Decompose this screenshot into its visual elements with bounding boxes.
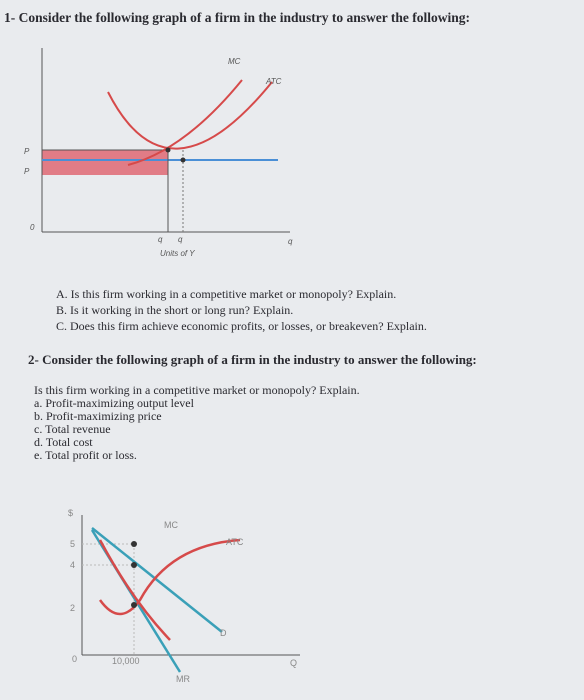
q2-tick-label: q	[178, 235, 183, 244]
tick-5-label: 5	[70, 539, 76, 549]
question-1-title: 1- Consider the following graph of a firm in the industry to answer the following:	[4, 10, 471, 25]
question-2-intro: Is this firm working in a competitive market or monopoly? Explain.	[34, 383, 360, 397]
demand-point-2	[131, 541, 137, 547]
p1-label: P	[24, 167, 30, 176]
question-2-title: 2- Consider the following graph of a firm in the industry to answer the following:	[28, 352, 477, 367]
demand-line-2	[92, 528, 222, 632]
atc-point-2	[131, 562, 137, 568]
d-label: D	[220, 628, 227, 638]
tick-2-label: 2	[70, 603, 76, 613]
mc-label: MC	[228, 57, 241, 66]
question-1a: A. Is this firm working in a competitive market or monopoly? Explain.	[56, 287, 397, 301]
origin-label: 0	[30, 223, 35, 232]
mc-mr-point	[131, 602, 137, 608]
origin-2-label: 0	[72, 654, 78, 664]
atc-2-label: ATC	[226, 537, 244, 547]
q1-tick-label: q	[158, 235, 163, 244]
question-2d: d. Total cost	[34, 435, 93, 449]
dollar-label: $	[68, 508, 74, 518]
mr-label: MR	[176, 674, 190, 684]
q-axis-label: Q	[290, 658, 298, 668]
question-2a: a. Profit-maximizing output level	[34, 396, 194, 410]
mc-2-label: MC	[164, 520, 178, 530]
tick-4-label: 4	[70, 560, 76, 570]
question-2b: b. Profit-maximizing price	[34, 409, 162, 423]
p2-label: P	[24, 147, 30, 156]
question-2e: e. Total profit or loss.	[34, 448, 137, 462]
question-1c: C. Does this firm achieve economic profits, or losses, or breakeven? Explain.	[56, 319, 427, 333]
x-tick-label: 10,000	[112, 656, 140, 666]
question-1b: B. Is it working in the short or long run? Explain.	[56, 303, 294, 317]
axis-end-label: q	[288, 237, 293, 246]
atc-label: ATC	[266, 77, 282, 86]
x-axis-label: Units of Y	[160, 249, 195, 258]
atc-curve-2	[100, 540, 170, 640]
question-2c: c. Total revenue	[34, 422, 111, 436]
